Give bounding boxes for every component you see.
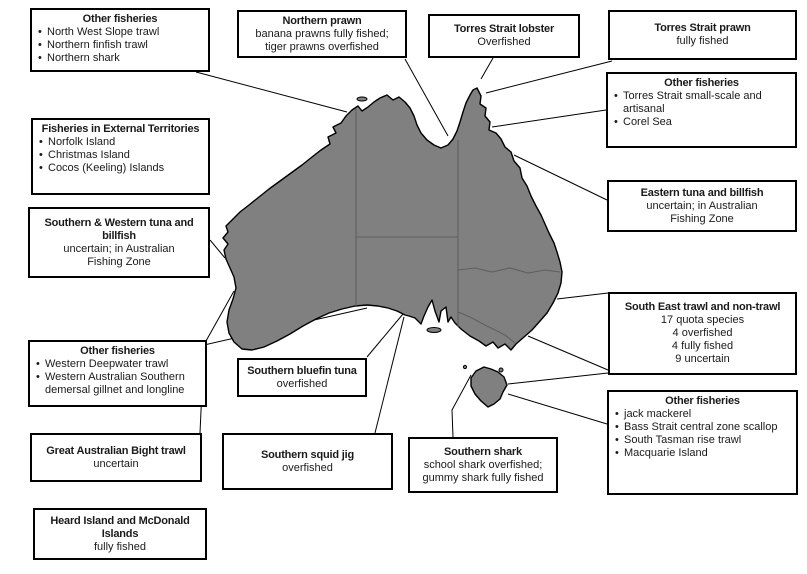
callout-bullet-list bbox=[36, 26, 204, 65]
leader-line-ts-other bbox=[492, 110, 606, 127]
callout-other-fisheries-northwest bbox=[30, 8, 210, 72]
callout-heard-mcdonald-islands bbox=[33, 508, 207, 560]
callout-text: banana prawns fully fished; bbox=[255, 27, 389, 40]
leader-line-sw-tuna bbox=[210, 240, 225, 258]
leader-line-bluefin bbox=[367, 314, 403, 357]
leader-line-southern-shark bbox=[452, 375, 471, 437]
callout-text: overfished bbox=[276, 377, 328, 390]
bullet-item: • jack mackerel bbox=[615, 408, 792, 421]
callout-external-territories bbox=[31, 118, 210, 195]
leader-line-se-trawl-vic bbox=[528, 336, 608, 370]
callout-southern-shark bbox=[408, 437, 558, 493]
leader-line-ts-lobster bbox=[481, 58, 493, 79]
bullet-item: • Western Deepwater trawl bbox=[36, 358, 201, 371]
callout-text: uncertain bbox=[93, 457, 139, 470]
bullet-item: • Norfolk Island bbox=[39, 136, 204, 149]
callout-bullet-list bbox=[34, 358, 201, 397]
callout-text: 17 quota species bbox=[660, 314, 745, 326]
leader-line-squid bbox=[375, 317, 404, 433]
bullet-item: • Western Australian Southern demersal gillnet and longline bbox=[36, 371, 201, 397]
callout-south-east-trawl bbox=[608, 292, 797, 375]
callout-text: 4 overfished bbox=[672, 327, 733, 339]
callout-southern-western-tuna bbox=[28, 207, 210, 278]
bullet-item: • Christmas Island bbox=[39, 149, 204, 162]
callout-title: Other fisheries bbox=[80, 345, 155, 357]
callout-torres-strait-prawn bbox=[608, 10, 797, 60]
callout-title: Other fisheries bbox=[664, 77, 739, 89]
callout-text: overfished bbox=[282, 461, 333, 474]
bullet-item: • Bass Strait central zone scallop bbox=[615, 421, 792, 434]
bullet-item: • Northern shark bbox=[38, 52, 204, 65]
callout-title: Eastern tuna and billfish bbox=[640, 186, 764, 199]
leader-line-nw-other bbox=[196, 72, 347, 112]
callout-text: school shark overfished; bbox=[423, 458, 543, 471]
callout-southern-bluefin-tuna bbox=[237, 358, 367, 397]
callout-text: gummy shark fully fished bbox=[422, 471, 544, 484]
bullet-item: • Northern finfish trawl bbox=[38, 39, 204, 52]
bullet-item: • Cocos (Keeling) Islands bbox=[39, 162, 204, 175]
callout-text: Fishing Zone bbox=[87, 255, 151, 268]
callout-title: Other fisheries bbox=[665, 395, 740, 407]
leader-line-se-other bbox=[508, 394, 607, 424]
callout-title: Southern shark bbox=[444, 445, 522, 458]
callout-text: 4 fully fished bbox=[671, 340, 734, 352]
callout-title: Northern prawn bbox=[282, 14, 362, 27]
callout-title: Fisheries in External Territories bbox=[41, 123, 200, 135]
callout-text: fully fished bbox=[676, 35, 729, 47]
australia-mainland-shape bbox=[223, 88, 562, 350]
bullet-item: • South Tasman rise trawl bbox=[615, 434, 792, 447]
callout-bullet-list bbox=[612, 90, 791, 129]
callout-bullet-list bbox=[613, 408, 792, 460]
callout-other-fisheries-torres-strait bbox=[606, 72, 797, 148]
callout-title: Great Australian Bight trawl bbox=[46, 444, 186, 457]
callout-bullet-list bbox=[37, 136, 204, 175]
callout-title: Torres Strait lobster bbox=[453, 23, 555, 35]
king-island-shape bbox=[463, 365, 466, 368]
tasmania-shape bbox=[471, 367, 507, 407]
callout-eastern-tuna bbox=[607, 180, 797, 232]
callout-title: Southern bluefin tuna bbox=[247, 364, 357, 377]
callout-title: Heard Island and McDonald Islands bbox=[50, 514, 190, 540]
flinders-island-shape bbox=[499, 368, 503, 372]
callout-text: Overfished bbox=[477, 36, 531, 48]
callout-text: fully fished bbox=[94, 540, 146, 553]
callout-title: Southern & Western tuna and billfish bbox=[44, 216, 194, 242]
callout-northern-prawn bbox=[237, 10, 407, 58]
callout-title: Other fisheries bbox=[82, 13, 158, 25]
callout-other-fisheries-southeast bbox=[607, 390, 798, 495]
bullet-item: • North West Slope trawl bbox=[38, 26, 204, 39]
callout-title: Southern squid jig bbox=[261, 448, 354, 461]
bullet-item: • Torres Strait small-scale and artisanal bbox=[614, 90, 791, 116]
bullet-item: • Macquarie Island bbox=[615, 447, 792, 460]
callout-title: South East trawl and non-trawl bbox=[624, 301, 781, 313]
callout-other-fisheries-western bbox=[28, 340, 207, 407]
kangaroo-island-shape bbox=[427, 328, 441, 333]
callout-text: 9 uncertain bbox=[675, 353, 730, 365]
callout-title: Torres Strait prawn bbox=[654, 22, 751, 34]
leader-line-se-trawl-nsw bbox=[557, 293, 608, 299]
leader-line-ts-prawn bbox=[486, 61, 612, 93]
callout-torres-strait-lobster bbox=[428, 14, 580, 58]
callout-text: uncertain; in Australian bbox=[63, 242, 175, 255]
callout-great-australian-bight-trawl bbox=[30, 433, 202, 482]
bullet-item: • Corel Sea bbox=[614, 116, 791, 129]
melville-island-shape bbox=[357, 97, 367, 101]
callout-text: uncertain; in Australian bbox=[646, 199, 758, 212]
callout-southern-squid-jig bbox=[222, 433, 393, 490]
callout-text: Fishing Zone bbox=[670, 212, 734, 225]
callout-text: tiger prawns overfished bbox=[265, 40, 379, 53]
leader-line-se-trawl-tas bbox=[508, 373, 608, 384]
